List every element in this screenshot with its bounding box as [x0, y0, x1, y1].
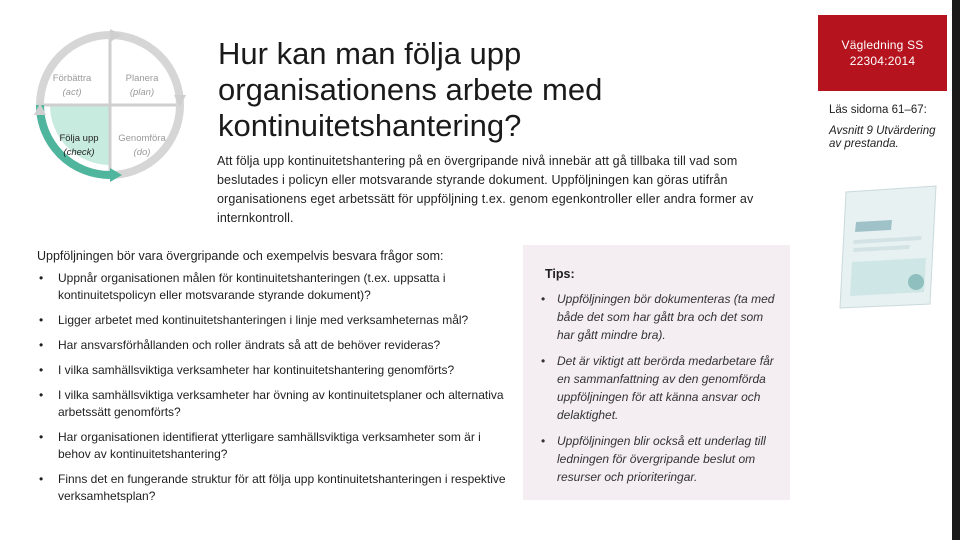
- guidance-header-text: Vägledning SS 22304:2014: [841, 38, 924, 68]
- tips-list: [541, 290, 776, 494]
- cycle-arrow-top-icon: [110, 29, 122, 42]
- tip-item: • Uppföljningen blir också ett underlag till ledningen för övergripande beslut om resurser och prioriteringar.: [541, 432, 776, 486]
- intro-paragraph: Att följa upp kontinuitetshantering på en övergripande nivå innebär att gå tillbaka till vad som beslutades i policyn eller motsvarande styrande dokument. Uppföljningen kan göras utifrån organisationens eget arbetssätt för uppföljning t.ex. genom egenkontroller eller andra former av internkontroll.: [217, 154, 754, 225]
- section-reference: Avsnitt 9 Utvärdering av prestanda.: [829, 125, 936, 150]
- tips-box: [523, 245, 790, 500]
- book-cover-image: [832, 182, 952, 312]
- question-item: • Finns det en fungerande struktur för att följa upp kontinuitetshanteringen i respektive verksamhetsplan?: [37, 471, 513, 505]
- tip-item: • Uppföljningen bör dokumenteras (ta med både det som har gått bra och det som har gått mindre bra).: [541, 290, 776, 344]
- read-pages-text: Läs sidorna 61–67:: [829, 104, 927, 116]
- side-scrollbar[interactable]: [952, 0, 960, 540]
- cycle-check-sub: (check): [63, 147, 95, 158]
- cycle-act-sub: (act): [62, 87, 82, 98]
- cycle-label-check: [49, 132, 109, 160]
- cycle-label-plan: [112, 72, 172, 100]
- pdca-cycle-graphic: [30, 25, 200, 195]
- question-item: • I vilka samhällsviktiga verksamheter har övning av kontinuitetsplaner och alternativa arbetssätt genomförts?: [37, 387, 513, 421]
- cycle-act-label: Förbättra: [52, 73, 92, 84]
- book-cover-logo-icon: [908, 274, 924, 290]
- cycle-label-act: [42, 72, 102, 100]
- page-title: Hur kan man följa upp organisationens arbete med kontinuitetshantering?: [218, 36, 603, 143]
- question-item: • Uppnår organisationen målen för kontinuitetshanteringen (t.ex. uppsatta i kontinuitetspolicyn eller motsvarande styrande dokument)?: [37, 270, 513, 304]
- book-cover-title-block: [855, 220, 892, 232]
- question-item: • Ligger arbetet med kontinuitetshanteringen i linje med verksamheternas mål?: [37, 312, 513, 329]
- guidance-header: [818, 15, 947, 91]
- question-item: • Har organisationen identifierat ytterligare samhällsviktiga verksamheter som är i behov av kontinuitetshantering?: [37, 429, 513, 463]
- book-cover-graphic: [832, 182, 952, 312]
- question-item: • I vilka samhällsviktiga verksamheter har kontinuitetshantering genomförts?: [37, 362, 513, 379]
- pdca-cycle-diagram: [30, 25, 200, 195]
- tips-heading: Tips:: [545, 267, 575, 281]
- cycle-do-sub: (do): [133, 147, 151, 158]
- cycle-do-label: Genomföra: [118, 133, 166, 144]
- tip-item: • Det är viktigt att berörda medarbetare får en sammanfattning av den genomförda uppföljningen för att känna ansvar och delaktighet.: [541, 352, 776, 424]
- cycle-plan-label: Planera: [125, 73, 159, 84]
- cycle-label-do: [112, 132, 172, 160]
- questions-intro: Uppföljningen bör vara övergripande och exempelvis besvara frågor som:: [37, 249, 444, 263]
- question-item: • Har ansvarsförhållanden och roller ändrats så att de behöver revideras?: [37, 337, 513, 354]
- cycle-check-label: Följa upp: [59, 133, 99, 144]
- cycle-active-arrow-icon: [110, 168, 122, 182]
- cycle-plan-sub: (plan): [129, 87, 155, 98]
- questions-list: [37, 270, 513, 513]
